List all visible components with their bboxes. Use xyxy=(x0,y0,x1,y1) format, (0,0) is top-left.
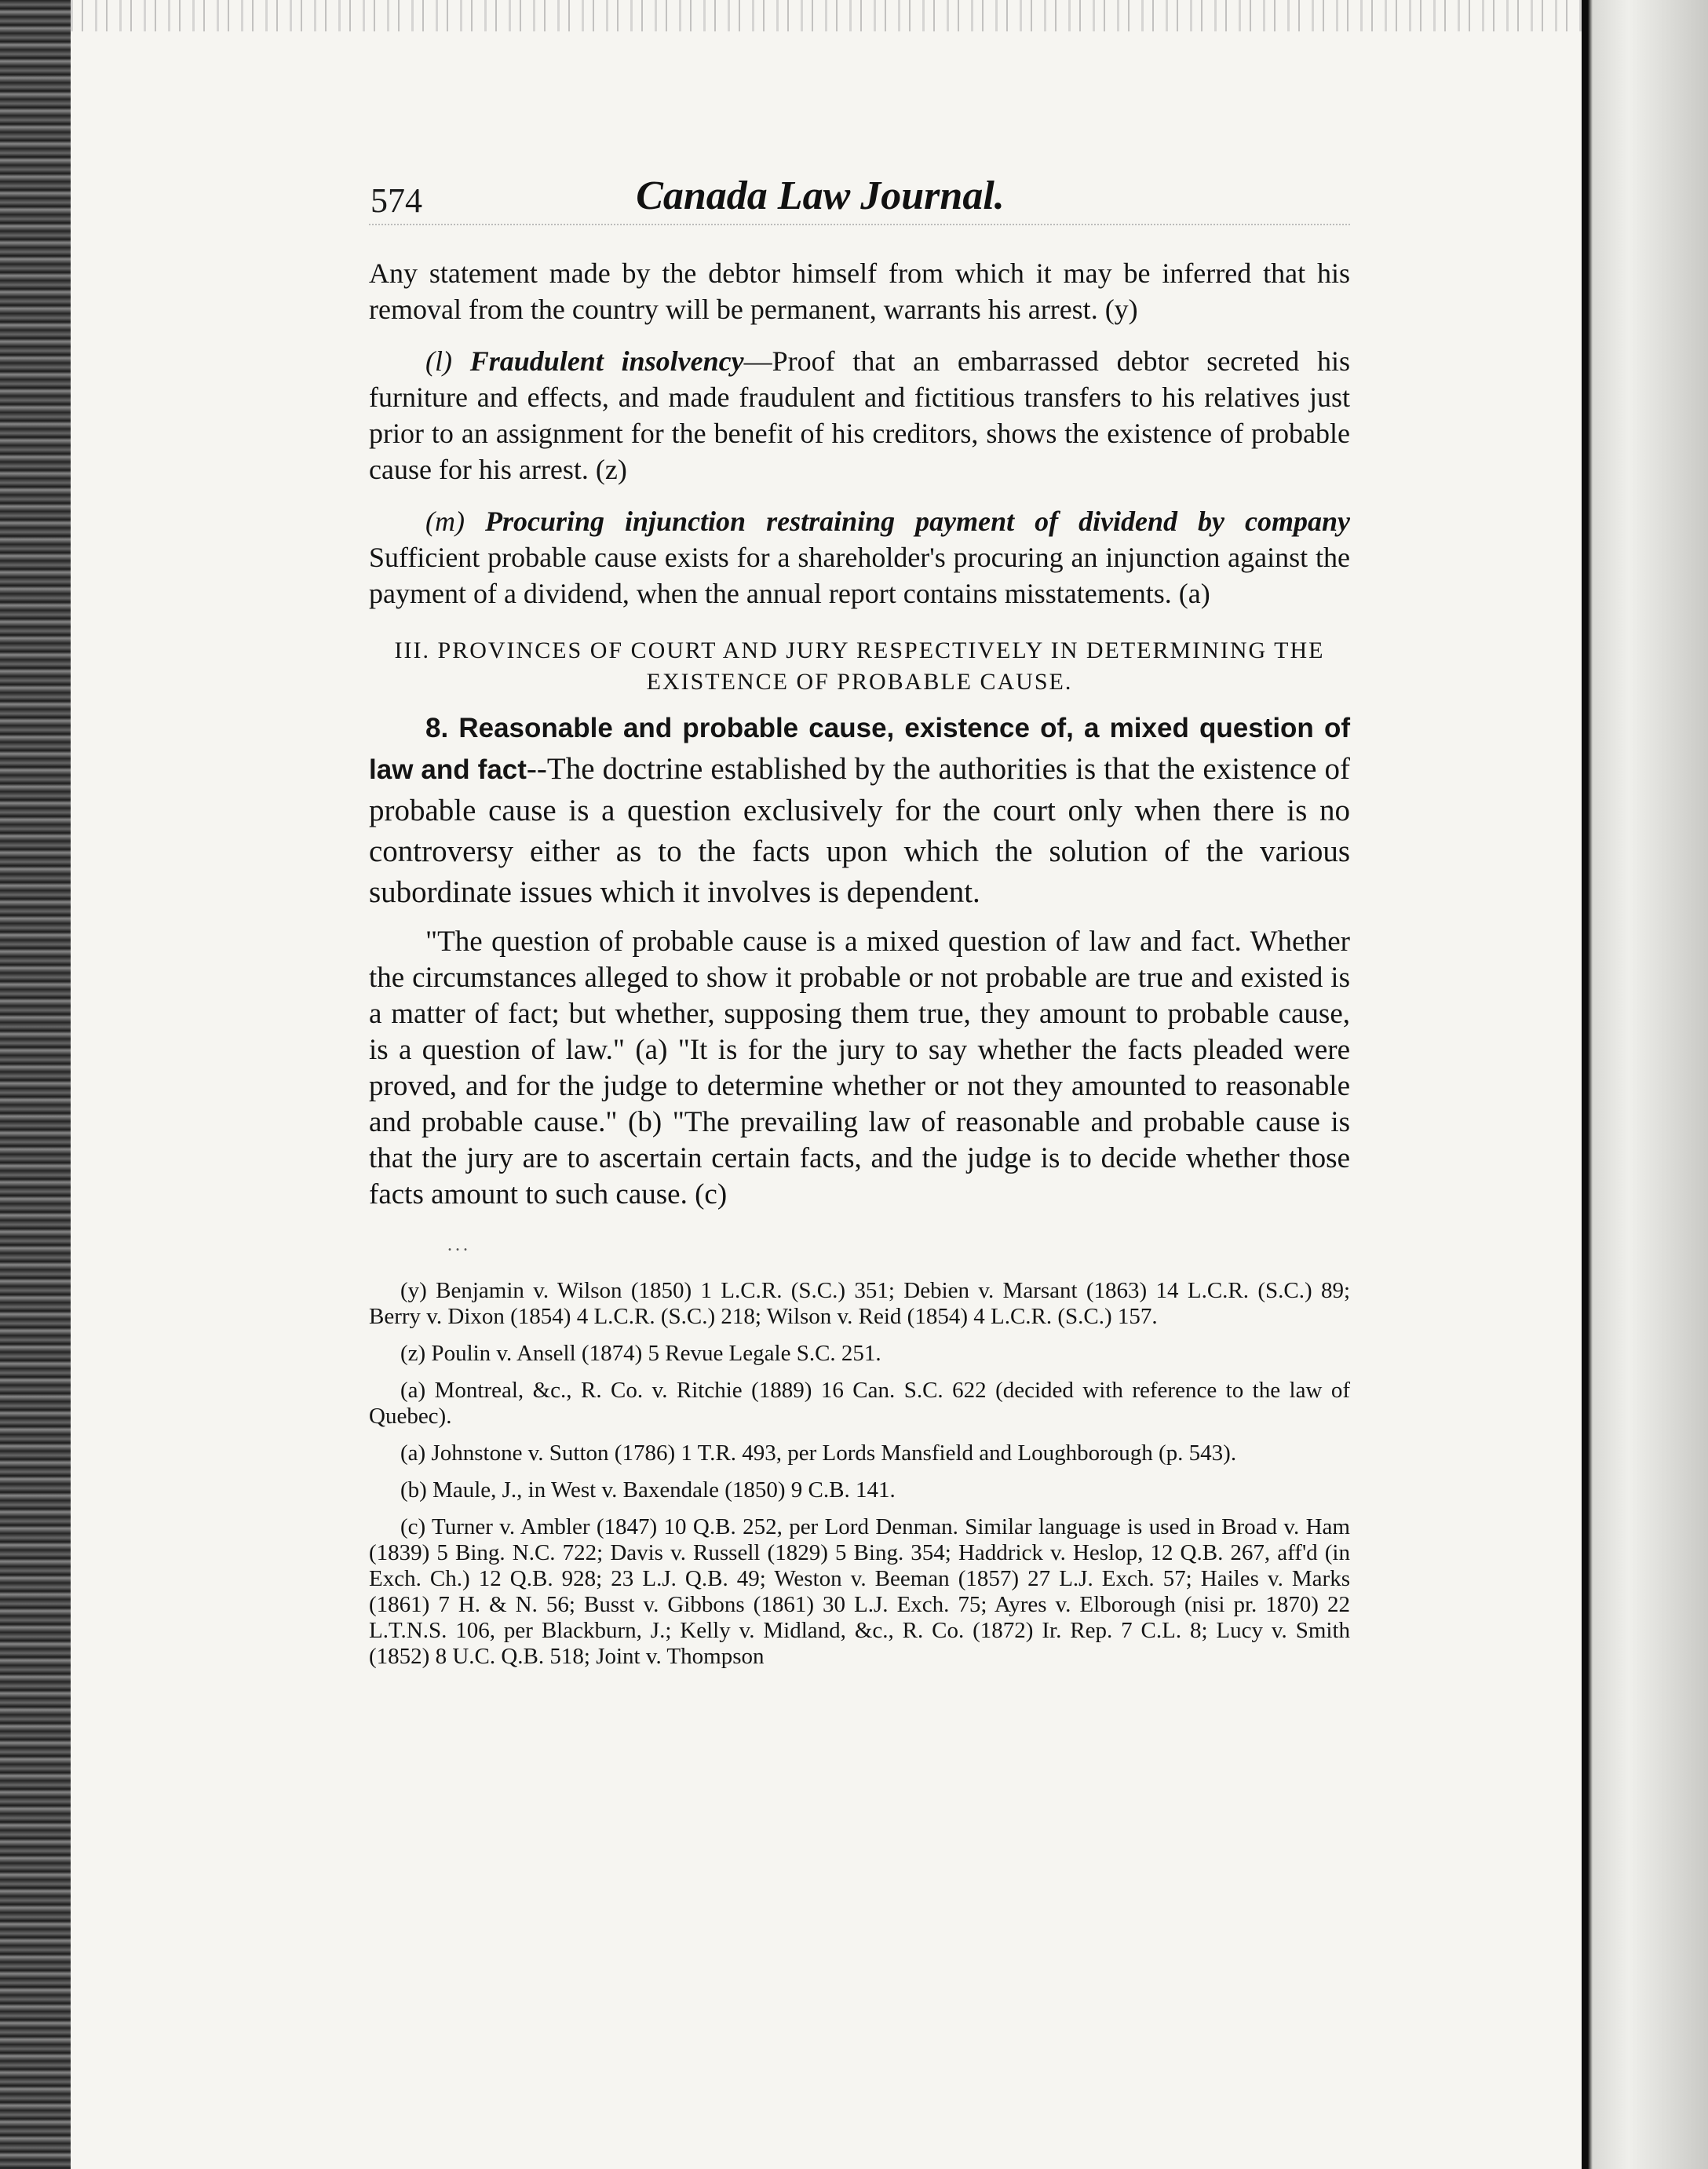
section-8 xyxy=(369,707,1350,1213)
paragraph-fraudulent-insolvency xyxy=(369,343,1350,487)
section-8-quote: "The question of probable cause is a mixed question of law and fact. Whether the circumstances alleged to show it probable or not probable are true and existed is a matter of fact; but whether, supposing them true, they amount to probable cause, is a question of law." (a) "It is for the jury to say whether the facts pleaded were proved, and for the judge to determine whether or not they amounted to reasonable and probable cause." (b) "The prevailing law of reasonable and probable cause is that the jury are to ascertain certain facts, and the judge is to decide whether those facts amount to such cause. (c) xyxy=(369,926,1350,1210)
footnote-a1: (a) Montreal, &c., R. Co. v. Ritchie (1889) 16 Can. S.C. 622 (decided with reference to the law of Quebec). xyxy=(369,1378,1350,1429)
footnote-y: (y) Benjamin v. Wilson (1850) 1 L.C.R. (S.C.) 351; Debien v. Marsant (1863) 14 L.C.R. (S.C.) 89; Berry v. Dixon (1854) 4 L.C.R. (S.C.) 218; Wilson v. Reid (1854) 4 L.C.R. (S.C.) 157. xyxy=(369,1278,1350,1329)
scan-top-noise xyxy=(71,0,1582,31)
item-text: Sufficient probable cause exists for a shareholder's procuring an injunction against the payment of a dividend, when the annual report contains misstatements. (a) xyxy=(369,542,1350,609)
footnote-b: (b) Maule, J., in West v. Baxendale (1850) 9 C.B. 141. xyxy=(400,1477,896,1503)
paragraph-removal: Any statement made by the debtor himself from which it may be inferred that his removal from the country will be permanent, warrants his arrest. (y) xyxy=(369,257,1350,325)
running-title: Canada Law Journal. xyxy=(636,173,1005,218)
item-text: —Proof that an embarrassed debtor secreted his furniture and effects, and made fraudulent and fictitious transfers to his relatives just prior to an assignment for the benefit of his creditors, shows the existence of probable cause for his arrest. (z) xyxy=(369,345,1351,485)
section-8-text: --The doctrine established by the authorities is that the existence of probable cause is a question exclusively for the court only when there is no controversy either as to the facts upon which the solution of the various subordinate issues which it involves is dependent. xyxy=(369,752,1351,909)
item-label: (m) xyxy=(425,506,465,537)
break-marker: ... xyxy=(447,1235,471,1255)
footnote-z: (z) Poulin v. Ansell (1874) 5 Revue Legale S.C. 251. xyxy=(400,1341,881,1366)
item-label: (l) xyxy=(425,345,452,377)
body-text xyxy=(369,255,1350,1681)
footnotes xyxy=(369,1278,1350,1670)
item-title: Procuring injunction restraining payment of dividend by company xyxy=(484,506,1351,537)
page-header xyxy=(290,165,1350,228)
footnote-c: (c) Turner v. Ambler (1847) 10 Q.B. 252, per Lord Denman. Similar language is used in Broad v. Ham (1839) 5 Bing. N.C. 722; Davis v. Russell (1829) 5 Bing. 354; Haddrick v. Heslop, 12 Q.B. 267, aff'd (in Exch. Ch.) 12 Q.B. 928; 23 L.J. Q.B. 49; Weston v. Beeman (1857) 27 L.J. Exch. 57; Hailes v. Marks (1861) 7 H. & N. 56; Busst v. Gibbons (1861) 30 L.J. Exch. 75; Ayres v. Elborough (nisi pr. 1870) 22 L.T.N.S. 106, per Blackburn, J.; Kelly v. Midland, &c., R. Co. (1872) Ir. Rep. 7 C.L. 8; Lucy v. Smith (1852) 8 U.C. Q.B. 518; Joint v. Thompson xyxy=(369,1514,1350,1669)
footnote-a2: (a) Johnstone v. Sutton (1786) 1 T.R. 493, per Lords Mansfield and Loughborough (p. 543). xyxy=(400,1441,1237,1466)
paragraph-injunction xyxy=(369,503,1350,612)
scan-left-edge xyxy=(0,0,71,2169)
section-heading: III. PROVINCES OF COURT AND JURY RESPECTIVELY IN DETERMINING THE EXISTENCE OF PROBABLE CAUSE. xyxy=(394,637,1325,695)
section-8-paragraph xyxy=(369,707,1350,913)
page-number: 574 xyxy=(370,181,422,220)
scan-right-edge xyxy=(1582,0,1708,2169)
section-8-heading: 8. Reasonable and probable cause, existence of, a mixed question of law and fact xyxy=(369,713,1350,785)
item-title: Fraudulent insolvency xyxy=(469,345,744,377)
header-rule xyxy=(369,224,1350,225)
